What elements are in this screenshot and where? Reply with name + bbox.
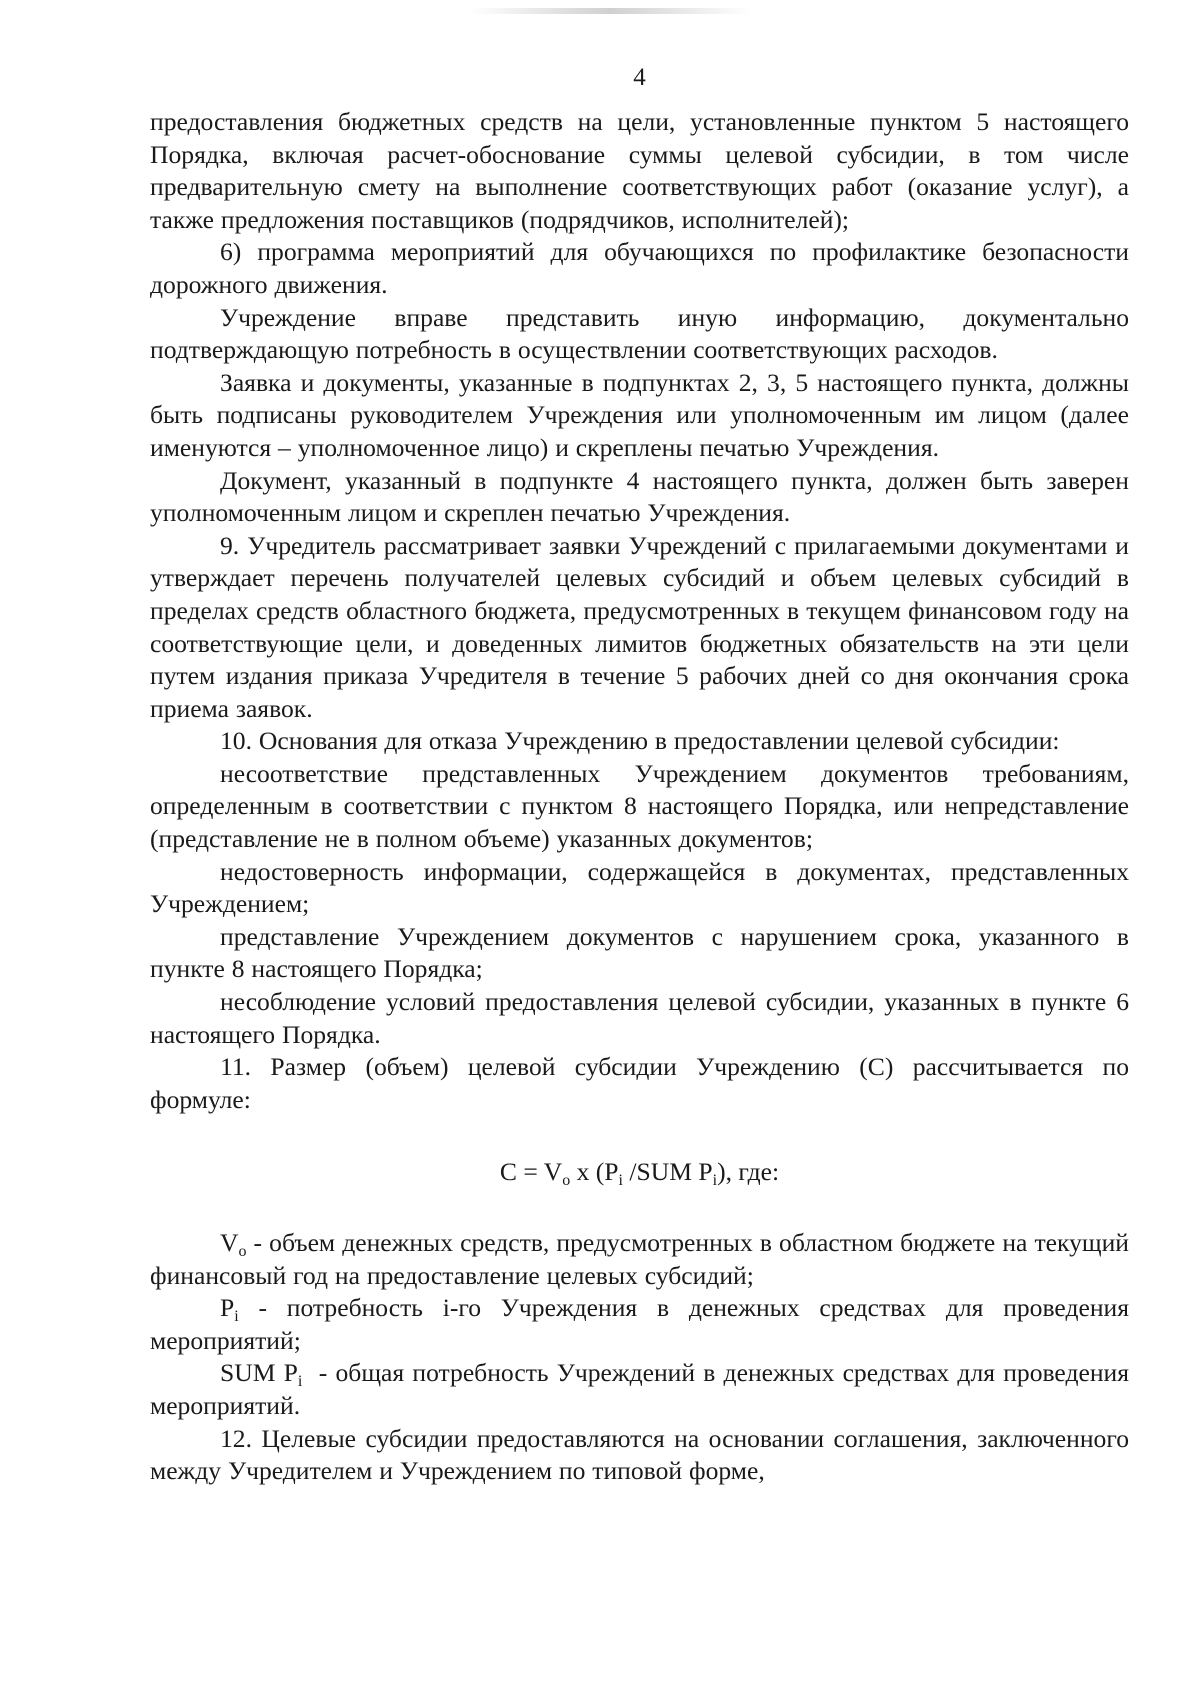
paragraph: 9. Учредитель рассматривает заявки Учреждений с прилагаемыми документами и утверждает перечень получателей целевых субсидий и объем целевых субсидий в пределах средств областного бюджета, предусмотренных в текущем финансовом году на соответствующие цели, и доведенных лимитов бюджетных обязательств на эти цели путем издания приказа Учредителя в течение 5 рабочих дней со дня окончания срока приема заявок. <box>150 530 1129 723</box>
formula-subscript: i <box>712 1172 718 1190</box>
paragraph: несоответствие представленных Учреждением документов требованиям, определенным в соответствии с пунктом 8 настоящего Порядка, или непредставление (представление не в полном объеме) указанных документов; <box>150 758 1129 854</box>
paragraph: 10. Основания для отказа Учреждению в предоставлении целевой субсидии: <box>220 726 1060 756</box>
formula <box>150 1156 1129 1189</box>
formula-part: C = V <box>499 1157 563 1187</box>
paragraph: несоблюдение условий предоставления целевой субсидии, указанных в пункте 6 настоящего Порядка. <box>150 987 1129 1049</box>
paragraph: представление Учреждением документов с нарушением срока, указанного в пункте 8 настоящего Порядка; <box>150 921 1129 984</box>
formula-part: x (P <box>570 1157 619 1187</box>
paragraph: Заявка и документы, указанные в подпунктах 2, 3, 5 настоящего пункта, должны быть подписаны руководителем Учреждения или уполномоченным им лицом (далее именуются – уполномоченное лицо) и скреплены печатью Учреждения. <box>150 367 1129 462</box>
page-number: 4 <box>633 64 646 91</box>
body-text-top <box>150 106 1129 1116</box>
scan-artifact <box>470 8 750 14</box>
body-text-bottom <box>150 1423 1129 1488</box>
formula-part: /SUM P <box>623 1157 713 1187</box>
definition-vo: $V_o$ - объем денежных средств, предусмотренных в областном бюджете на текущий финансовый год на предоставление целевых субсидий; <box>150 1228 1129 1290</box>
formula-part: ), где: <box>717 1157 780 1187</box>
definitions <box>150 1227 1136 1423</box>
paragraph: Документ, указанный в подпункте 4 настоящего пункта, должен быть заверен уполномоченным лицом и скреплен печатью Учреждения. <box>150 465 1129 528</box>
definition-sum-pi: SUM $P_i$ - общая потребность Учреждений в денежных средствах для проведения мероприятий. <box>150 1358 1136 1420</box>
paragraph: 6) программа мероприятий для обучающихся по профилактике безопасности дорожного движения. <box>150 237 1129 299</box>
paragraph: Учреждение вправе представить иную информацию, документально подтверждающую потребность в осуществлении соответствующих расходов. <box>150 302 1129 365</box>
paragraph: 12. Целевые субсидии предоставляются на основании соглашения, заключенного между Учредителем и Учреждением по типовой форме, <box>150 1423 1129 1486</box>
formula-subscript: o <box>562 1172 571 1190</box>
definition-pi: $P_i$ - потребность i-го Учреждения в денежных средствах для проведения мероприятий; <box>150 1293 1129 1355</box>
paragraph: недостоверность информации, содержащейся в документах, представленных Учреждением; <box>150 856 1129 919</box>
formula-subscript: i <box>618 1172 623 1190</box>
paragraph: 11. Размер (объем) целевой субсидии Учреждению (С) рассчитывается по формуле: <box>150 1052 1129 1114</box>
paragraph: предоставления бюджетных средств на цели, установленные пунктом 5 настоящего Порядка, включая расчет-обоснование суммы целевой субсидии, в том числе предварительную смету на выполнение соответствующих работ (оказание услуг), а также предложения поставщиков (подрядчиков, исполнителей); <box>150 107 1129 234</box>
